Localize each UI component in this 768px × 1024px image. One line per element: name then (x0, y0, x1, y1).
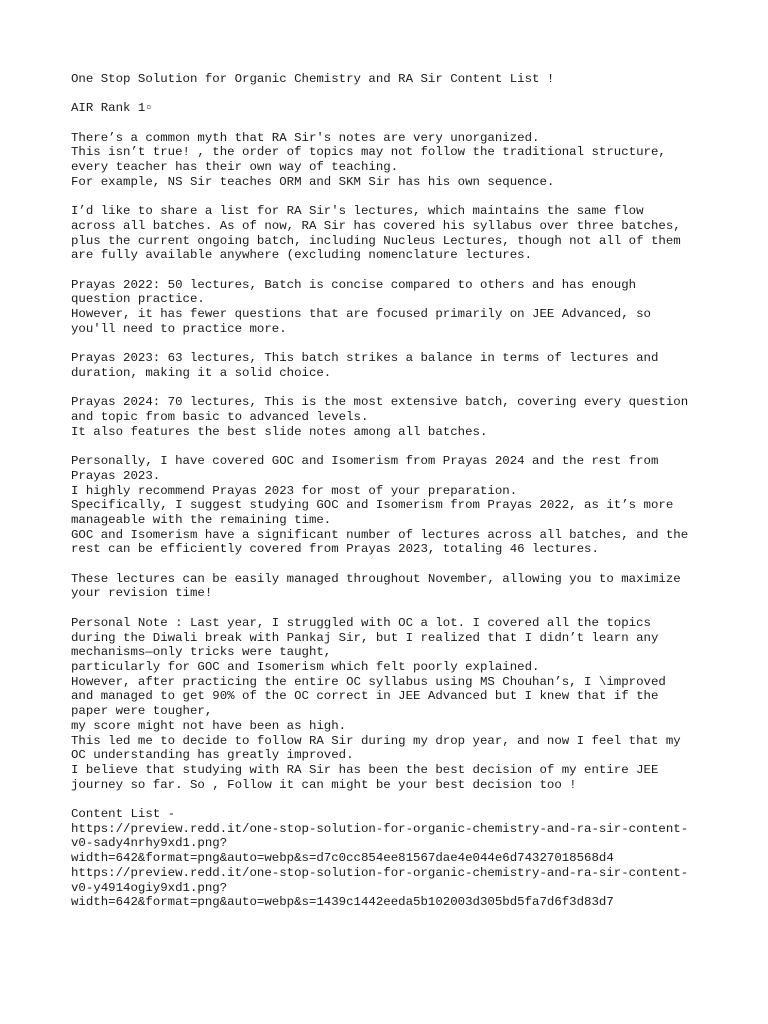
text-line: every teacher has their own way of teaching. (71, 160, 399, 175)
text-line: GOC and Isomerism have a significant number of lectures across all batches, and the (71, 527, 689, 542)
text-line: particularly for GOC and Isomerism which felt poorly explained. (71, 659, 540, 674)
recommendation-paragraph (71, 454, 711, 557)
text-line: plus the current ongoing batch, including Nucleus Lectures, though not all of them (71, 233, 681, 248)
schedule-paragraph (71, 572, 711, 601)
text-line: OC understanding has greatly improved. (71, 748, 354, 763)
text-line: you'll need to practice more. (71, 321, 287, 336)
text-line: are fully available anywhere (excluding nomenclature lectures. (71, 248, 533, 263)
text-line: duration, making it a solid choice. (71, 365, 332, 380)
prayas-2023-paragraph (71, 351, 711, 380)
text-line: and managed to get 90% of the OC correct in JEE Advanced but I knew that if the (71, 689, 659, 704)
text-line: However, it has fewer questions that are focused primarily on JEE Advanced, so (71, 307, 651, 322)
text-line: AIR Rank 1▫ (71, 101, 153, 116)
text-line: I highly recommend Prayas 2023 for most of your preparation. (71, 483, 518, 498)
document-body (71, 72, 711, 925)
content-list-link[interactable]: width=642&format=png&auto=webp&s=d7c0cc854ee81567dae4e044e6d74327018568d4 (71, 851, 614, 866)
text-line: my score might not have been as high. (71, 718, 347, 733)
text-line: However, after practicing the entire OC syllabus using MS Chouhan’s, I \improved (71, 674, 666, 689)
content-list-link[interactable]: https://preview.redd.it/one-stop-solution-for-organic-chemistry-and-ra-sir-content- (71, 821, 689, 836)
prayas-2024-paragraph (71, 395, 711, 439)
text-line: Prayas 2022: 50 lectures, Batch is concise compared to others and has enough (71, 277, 637, 292)
text-line: These lectures can be easily managed throughout November, allowing you to maximize (71, 571, 681, 586)
text-line: This isn’t true! , the order of topics may not follow the traditional structure, (71, 145, 666, 160)
text-line: This led me to decide to follow RA Sir during my drop year, and now I feel that my (71, 733, 681, 748)
rank-paragraph (71, 101, 711, 116)
content-list-link[interactable]: v0-sady4nrhy9xd1.png? (71, 836, 228, 851)
content-list-link[interactable]: width=642&format=png&auto=webp&s=1439c1442eeda5b102003d305bd5fa7d6f3d83d7 (71, 895, 614, 910)
content-list-heading: Content List - (71, 807, 176, 821)
text-line: mechanisms—only tricks were taught, (71, 645, 332, 660)
text-line: For example, NS Sir teaches ORM and SKM Sir has his own sequence. (71, 174, 555, 189)
intro-paragraph (71, 204, 711, 263)
text-line: question practice. (71, 292, 205, 307)
text-line: rest can be efficiently covered from Prayas 2023, totaling 46 lectures. (71, 542, 599, 557)
text-line: Prayas 2024: 70 lectures, This is the most extensive batch, covering every question (71, 395, 689, 410)
text-line: journey so far. So , Follow it can might be your best decision too ! (71, 777, 577, 792)
text-line: One Stop Solution for Organic Chemistry and RA Sir Content List ! (71, 72, 555, 86)
text-line: and topic from basic to advanced levels. (71, 410, 369, 425)
content-list-link[interactable]: v0-y4914ogiy9xd1.png? (71, 880, 228, 895)
text-line: during the Diwali break with Pankaj Sir, but I realized that I didn’t learn any (71, 630, 659, 645)
text-line: Personal Note : Last year, I struggled with OC a lot. I covered all the topics (71, 615, 651, 630)
personal-note-paragraph (71, 616, 711, 792)
text-line: manageable with the remaining time. (71, 512, 332, 527)
text-line: Specifically, I suggest studying GOC and Isomerism from Prayas 2022, as it’s more (71, 498, 674, 513)
text-line: Personally, I have covered GOC and Isomerism from Prayas 2024 and the rest from (71, 454, 659, 469)
myth-paragraph (71, 131, 711, 190)
text-line: I’d like to share a list for RA Sir's lectures, which maintains the same flow (71, 204, 644, 219)
text-line: There’s a common myth that RA Sir's notes are very unorganized. (71, 130, 540, 145)
text-line: across all batches. As of now, RA Sir has covered his syllabus over three batches, (71, 218, 681, 233)
content-list-paragraph (71, 807, 711, 910)
text-line: Prayas 2023. (71, 468, 161, 483)
text-line: Prayas 2023: 63 lectures, This batch strikes a balance in terms of lectures and (71, 351, 659, 366)
content-list-link[interactable]: https://preview.redd.it/one-stop-solution-for-organic-chemistry-and-ra-sir-content- (71, 865, 689, 880)
title-paragraph (71, 72, 711, 87)
text-line: paper were tougher, (71, 704, 213, 719)
text-line: I believe that studying with RA Sir has been the best decision of my entire JEE (71, 762, 659, 777)
text-line: your revision time! (71, 586, 213, 601)
prayas-2022-paragraph (71, 278, 711, 337)
text-line: It also features the best slide notes among all batches. (71, 424, 488, 439)
